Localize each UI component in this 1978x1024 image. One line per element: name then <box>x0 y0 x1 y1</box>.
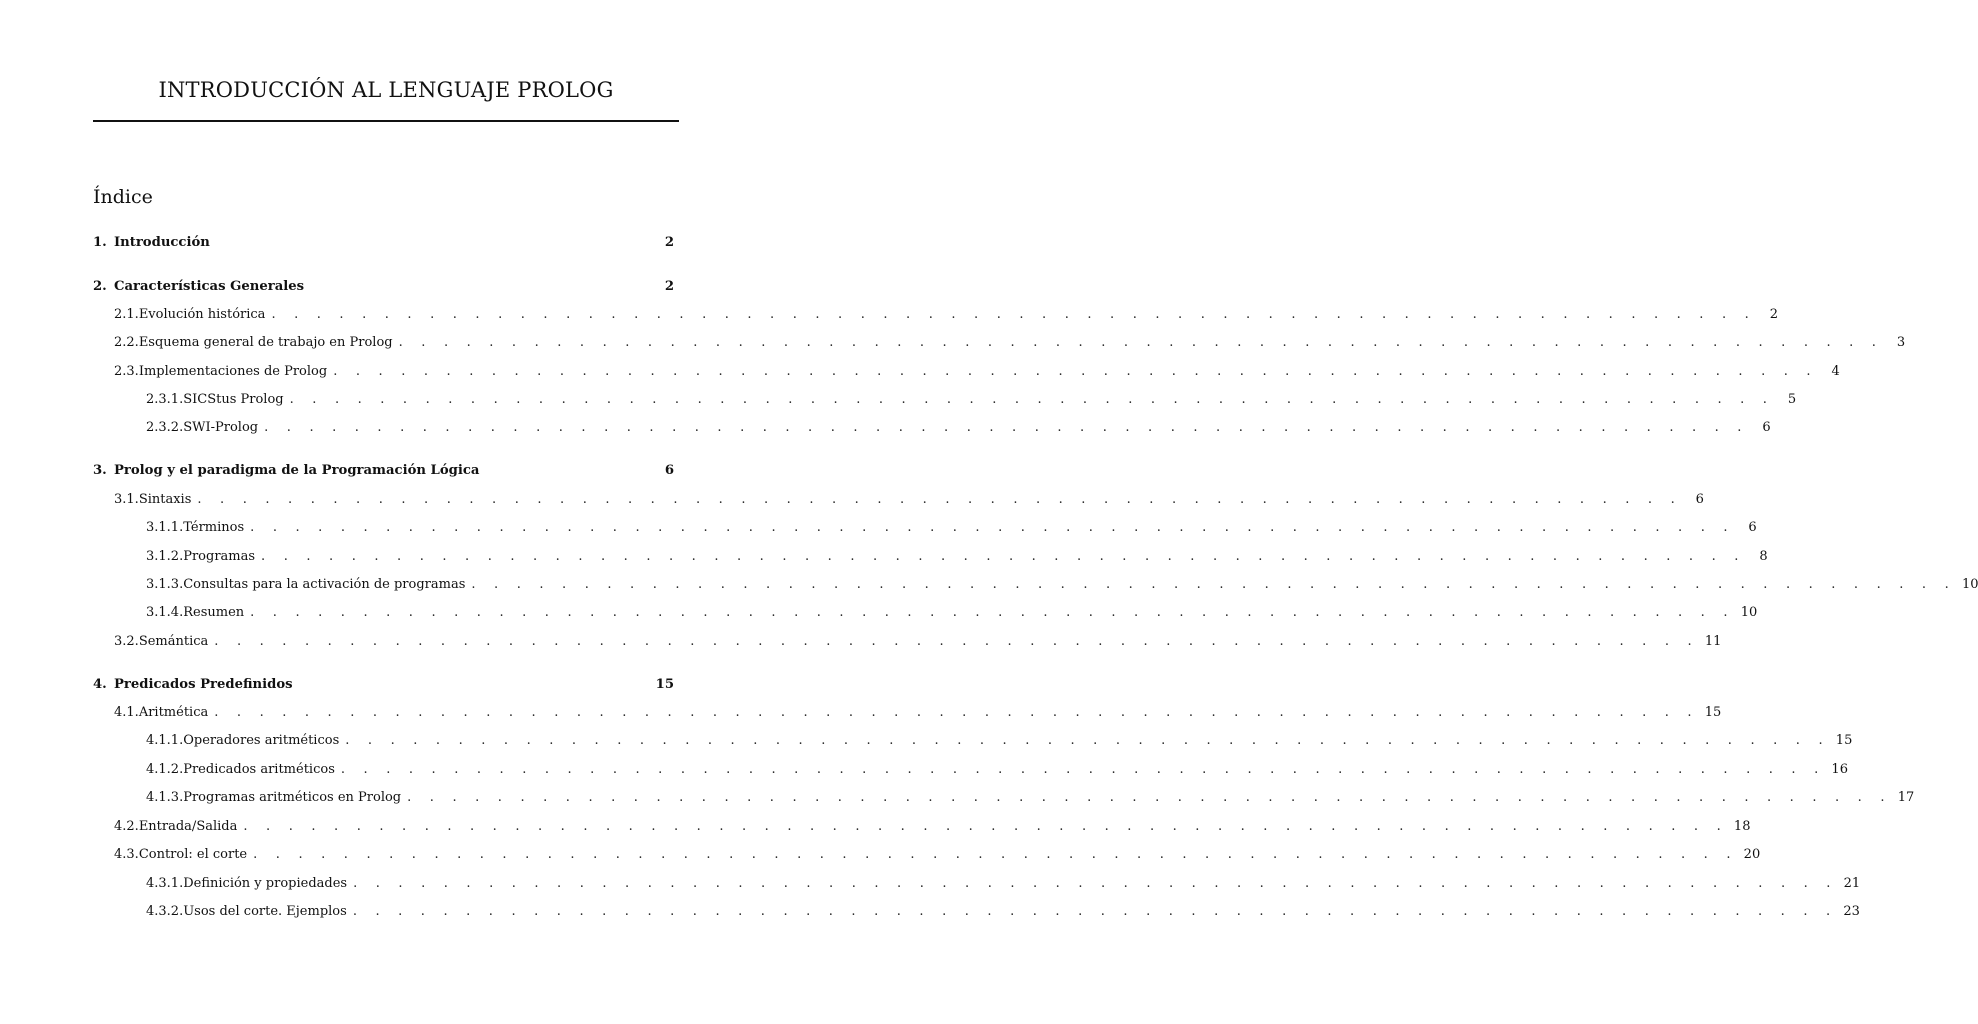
toc-label: Predicados aritméticos <box>183 762 335 777</box>
toc-page-number: 4 <box>1831 364 1840 379</box>
toc-dot-leader: . . . . . . . . . . . . . . . . . . . . . . . . . . . . . . . . . . . . . . . . . . . . . . . . . . . . . . . . . . . . . . . . . . <box>407 790 1892 805</box>
toc-number: 4.3.1. <box>146 876 184 891</box>
toc-number: 4.3.2. <box>146 904 184 919</box>
toc-subsubsection[interactable] <box>93 518 1757 538</box>
toc-page-number: 18 <box>1733 819 1751 834</box>
toc-page-number: 6 <box>1762 420 1771 435</box>
toc-page-number: 23 <box>1843 904 1860 919</box>
toc-heading: Índice <box>93 186 153 208</box>
toc-page-number: 10 <box>1740 605 1758 620</box>
toc-dot-leader: . . . . . . . . . . . . . . . . . . . . . . . . . . . . . . . . . . . . . . . . . . . . . . . . . . . . . . . . . . . . . . . . . . <box>345 733 1830 748</box>
toc-section[interactable] <box>93 277 674 297</box>
toc-subsection[interactable] <box>93 632 1722 652</box>
toc-subsubsection[interactable] <box>93 760 1848 780</box>
toc-label: Entrada/Salida <box>138 819 238 834</box>
toc-subsubsection[interactable] <box>93 902 1860 922</box>
toc-number: 4.1. <box>114 705 139 720</box>
toc-label: Términos <box>183 520 245 535</box>
toc-page-number: 2 <box>664 235 674 250</box>
toc-number: 2. <box>93 279 107 294</box>
toc-dot-leader: . . . . . . . . . . . . . . . . . . . . . . . . . . . . . . . . . . . . . . . . . . . . . . . . . . . . . . . . . . . . . . . . . . <box>398 335 1884 350</box>
toc-dot-leader: . . . . . . . . . . . . . . . . . . . . . . . . . . . . . . . . . . . . . . . . . . . . . . . . . . . . . . . . . . . . . . . . . . <box>264 420 1749 435</box>
toc-page-number: 6 <box>1695 492 1704 507</box>
page-title: INTRODUCCIÓN AL LENGUAJE PROLOG <box>158 78 614 102</box>
toc-subsection[interactable] <box>93 845 1761 865</box>
toc-number: 2.1. <box>114 307 139 322</box>
toc-label: Sintaxis <box>138 492 192 507</box>
toc-dot-leader: . . . . . . . . . . . . . . . . . . . . . . . . . . . . . . . . . . . . . . . . . . . . . . . . . . . . . . . . . . . . . . . . . . <box>353 876 1838 891</box>
toc-dot-leader: . . . . . . . . . . . . . . . . . . . . . . . . . . . . . . . . . . . . . . . . . . . . . . . . . . . . . . . . . . . . . . . . . . <box>197 492 1682 507</box>
toc-label: Introducción <box>114 235 210 250</box>
toc-subsection[interactable] <box>93 490 1704 510</box>
toc-number: 3.1.2. <box>146 549 184 564</box>
toc-dot-leader: . . . . . . . . . . . . . . . . . . . . . . . . . . . . . . . . . . . . . . . . . . . . . . . . . . . . . . . . . . . . . . . . . . <box>214 705 1699 720</box>
toc-number: 4.3. <box>114 847 139 862</box>
toc-number: 4.1.2. <box>146 762 184 777</box>
toc-subsubsection[interactable] <box>93 788 1915 808</box>
toc-page-number: 11 <box>1704 634 1722 649</box>
toc-label: Definición y propiedades <box>183 876 348 891</box>
toc-subsection[interactable] <box>93 817 1751 837</box>
toc-dot-leader: . . . . . . . . . . . . . . . . . . . . . . . . . . . . . . . . . . . . . . . . . . . . . . . . . . . . . . . . . . . . . . . . . . <box>250 520 1735 535</box>
toc-label: Predicados Predefinidos <box>114 677 293 692</box>
toc-dot-leader: . . . . . . . . . . . . . . . . . . . . . . . . . . . . . . . . . . . . . . . . . . . . . . . . . . . . . . . . . . . . . . . . . . <box>243 819 1728 834</box>
toc-label: Consultas para la activación de programas <box>183 577 466 592</box>
toc-subsection[interactable] <box>93 333 1906 353</box>
toc-number: 2.3. <box>114 364 139 379</box>
toc-dot-leader: . . . . . . . . . . . . . . . . . . . . . . . . . . . . . . . . . . . . . . . . . . . . . . . . . . . . . . . . . . . . . . . . . . <box>289 392 1775 407</box>
toc-dot-leader: . . . . . . . . . . . . . . . . . . . . . . . . . . . . . . . . . . . . . . . . . . . . . . . . . . . . . . . . . . . . . . . . . . <box>340 762 1826 777</box>
toc-subsubsection[interactable] <box>93 731 1853 751</box>
toc-label: Resumen <box>183 605 245 620</box>
toc-label: Usos del corte. Ejemplos <box>183 904 347 919</box>
toc-page-number: 21 <box>1843 876 1861 891</box>
toc-label: SICStus Prolog <box>183 392 284 407</box>
toc-page-number: 15 <box>1835 733 1853 748</box>
toc-page-number: 5 <box>1787 392 1797 407</box>
toc-label: Operadores aritméticos <box>183 733 340 748</box>
toc-page-number: 2 <box>1769 307 1778 322</box>
toc-label: Control: el corte <box>138 847 248 862</box>
toc-number: 3. <box>93 463 107 478</box>
toc-dot-leader: . . . . . . . . . . . . . . . . . . . . . . . . . . . . . . . . . . . . . . . . . . . . . . . . . . . . . . . . . . . . . . . . . . <box>253 847 1738 862</box>
toc-page-number: 6 <box>1748 520 1757 535</box>
toc-label: Características Generales <box>114 279 305 294</box>
toc-number: 4.1.3. <box>146 790 184 805</box>
toc-number: 3.1.3. <box>146 577 184 592</box>
toc-page-number: 16 <box>1831 762 1848 777</box>
toc-page-number: 15 <box>1704 705 1722 720</box>
toc-subsubsection[interactable] <box>93 874 1861 894</box>
toc-section[interactable] <box>93 461 674 481</box>
toc-number: 4.1.1. <box>146 733 184 748</box>
toc-page-number: 20 <box>1743 847 1761 862</box>
table-of-contents <box>93 0 1978 1024</box>
toc-number: 3.1.1. <box>146 520 184 535</box>
toc-page-number: 6 <box>664 463 674 478</box>
toc-number: 3.1. <box>114 492 139 507</box>
toc-subsubsection[interactable] <box>93 603 1758 623</box>
toc-number: 4. <box>93 677 107 692</box>
toc-subsubsection[interactable] <box>93 547 1768 567</box>
toc-section[interactable] <box>93 233 674 253</box>
toc-label: Programas <box>183 549 256 564</box>
toc-dot-leader: . . . . . . . . . . . . . . . . . . . . . . . . . . . . . . . . . . . . . . . . . . . . . . . . . . . . . . . . . . . . . . . . . . <box>271 307 1756 322</box>
toc-dot-leader: . . . . . . . . . . . . . . . . . . . . . . . . . . . . . . . . . . . . . . . . . . . . . . . . . . . . . . . . . . . . . . . . . . <box>352 904 1838 919</box>
toc-label: Implementaciones de Prolog <box>138 364 328 379</box>
toc-section[interactable] <box>93 675 674 695</box>
toc-subsection[interactable] <box>93 703 1722 723</box>
toc-number: 3.1.4. <box>146 605 184 620</box>
toc-page-number: 3 <box>1896 335 1906 350</box>
toc-subsection[interactable] <box>93 362 1840 382</box>
toc-number: 2.3.2. <box>146 420 184 435</box>
toc-subsubsection[interactable] <box>93 418 1771 438</box>
toc-number: 2.3.1. <box>146 392 184 407</box>
toc-dot-leader: . . . . . . . . . . . . . . . . . . . . . . . . . . . . . . . . . . . . . . . . . . . . . . . . . . . . . . . . . . . . . . . . . . <box>261 549 1746 564</box>
toc-subsubsection[interactable] <box>93 575 1978 595</box>
toc-label: Aritmética <box>138 705 209 720</box>
toc-page-number: 8 <box>1759 549 1768 564</box>
toc-number: 4.2. <box>114 819 139 834</box>
toc-label: Evolución histórica <box>138 307 266 322</box>
toc-label: Semántica <box>138 634 209 649</box>
toc-number: 3.2. <box>114 634 139 649</box>
toc-dot-leader: . . . . . . . . . . . . . . . . . . . . . . . . . . . . . . . . . . . . . . . . . . . . . . . . . . . . . . . . . . . . . . . . . . <box>250 605 1735 620</box>
toc-subsubsection[interactable] <box>93 390 1797 410</box>
toc-dot-leader: . . . . . . . . . . . . . . . . . . . . . . . . . . . . . . . . . . . . . . . . . . . . . . . . . . . . . . . . . . . . . . . . . . <box>333 364 1818 379</box>
toc-dot-leader: . . . . . . . . . . . . . . . . . . . . . . . . . . . . . . . . . . . . . . . . . . . . . . . . . . . . . . . . . . . . . . . . . . <box>471 577 1956 592</box>
toc-page-number: 2 <box>664 279 674 294</box>
toc-label: Esquema general de trabajo en Prolog <box>138 335 393 350</box>
toc-label: Prolog y el paradigma de la Programación Lógica <box>114 463 480 478</box>
toc-label: SWI-Prolog <box>183 420 259 435</box>
toc-label: Programas aritméticos en Prolog <box>183 790 402 805</box>
toc-number: 1. <box>93 235 107 250</box>
toc-subsection[interactable] <box>93 305 1778 325</box>
toc-page-number: 10 <box>1961 577 1978 592</box>
toc-page-number: 17 <box>1897 790 1915 805</box>
toc-page-number: 15 <box>655 677 674 692</box>
toc-dot-leader: . . . . . . . . . . . . . . . . . . . . . . . . . . . . . . . . . . . . . . . . . . . . . . . . . . . . . . . . . . . . . . . . . . <box>214 634 1699 649</box>
toc-number: 2.2. <box>114 335 139 350</box>
